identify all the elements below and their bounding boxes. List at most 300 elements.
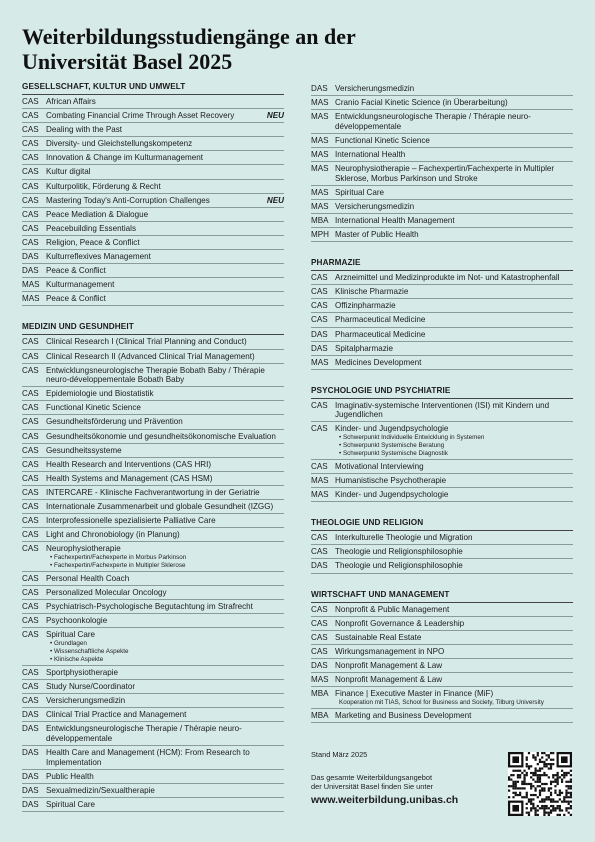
degree-type: CAS (22, 139, 39, 149)
program-name (46, 488, 284, 498)
degree-type: DAS (22, 266, 39, 276)
program-name (46, 474, 284, 484)
degree-type: CAS (311, 632, 328, 642)
program-title: Peace & Conflict (46, 294, 106, 304)
degree-type: MAS (311, 149, 329, 159)
footer-line-2: der Universität Basel finden Sie unter (311, 782, 434, 791)
program-name (335, 547, 573, 557)
degree-type: CAS (22, 487, 39, 497)
list-item[interactable] (311, 474, 573, 488)
program-name (46, 786, 284, 796)
list-item[interactable] (22, 784, 284, 798)
program-name (46, 668, 284, 678)
right-column (311, 82, 573, 739)
section-heading: PSYCHOLOGIE UND PSYCHIATRIE (311, 386, 573, 399)
program-name (46, 696, 284, 706)
program-title: INTERCARE - Klinische Fachverantwortung in der Geriatrie (46, 487, 260, 497)
program-name (46, 210, 284, 220)
degree-type: MAS (22, 280, 40, 290)
program-subitem: • Grundlagen (50, 639, 87, 647)
list-item[interactable] (311, 545, 573, 559)
program-name (46, 389, 284, 399)
degree-type: MAS (22, 294, 40, 304)
list-item[interactable] (22, 95, 284, 109)
degree-type: DAS (22, 771, 39, 781)
degree-type: CAS (22, 431, 39, 441)
degree-type: CAS (311, 618, 328, 628)
list-item[interactable] (22, 292, 284, 306)
degree-type: CAS (22, 502, 39, 512)
program-title: Versicherungsmedizin (46, 696, 126, 706)
program-title: Epidemiologie und Biostatistik (46, 389, 154, 399)
section-heading: MEDIZIN UND GESUNDHEIT (22, 322, 284, 335)
section (311, 386, 573, 502)
program-title: Kulturpolitik, Förderung & Recht (46, 181, 161, 191)
program-name (335, 424, 573, 457)
list-item[interactable] (22, 586, 284, 600)
program-title: Sexualmedizin/Sexualtherapie (46, 785, 155, 795)
program-title: Combating Financial Crime Through Asset Recovery (46, 111, 235, 121)
degree-type: CAS (22, 630, 39, 640)
list-item[interactable] (22, 364, 284, 388)
list-item[interactable] (22, 180, 284, 194)
program-name (335, 661, 573, 671)
program-subitem: • Fachexpertin/Fachexperte in Morbus Parkinson (50, 553, 187, 561)
program-title: Dealing with the Past (46, 125, 123, 135)
program-title: Theologie und Religionsphilosophie (335, 561, 463, 571)
program-title: Mastering Today's Anti-Corruption Challenges (46, 195, 210, 205)
program-title: Kinder- und Jugendpsychologie (335, 424, 449, 434)
degree-type: CAS (22, 667, 39, 677)
list-item[interactable] (311, 96, 573, 110)
program-subitem: • Fachexpertin/Fachexperte in Multipler Sklerose (50, 561, 186, 569)
degree-type: CAS (311, 604, 328, 614)
program-name (46, 446, 284, 456)
program-title: Entwicklungsneurologische Therapie / Thérapie neuro-développementale (46, 724, 242, 743)
program-name (46, 502, 284, 512)
degree-type: CAS (311, 301, 328, 311)
program-name (46, 530, 284, 540)
degree-type: CAS (22, 574, 39, 583)
section (311, 518, 573, 573)
program-name (46, 616, 284, 626)
degree-type: CAS (22, 389, 39, 399)
degree-type: DAS (22, 710, 39, 720)
degree-type: DAS (311, 343, 328, 353)
program-name (335, 301, 573, 311)
program-name (335, 216, 573, 226)
program-title: Study Nurse/Coordinator (46, 681, 136, 691)
list-item[interactable] (311, 687, 573, 709)
list-item[interactable] (311, 617, 573, 631)
list-item[interactable] (22, 694, 284, 708)
program-name (46, 366, 284, 385)
program-title: Spitalpharmazie (335, 343, 394, 353)
program-name (335, 633, 573, 643)
list-item[interactable] (22, 572, 284, 586)
program-title: Neurophysiotherapie (46, 544, 121, 554)
program-name (46, 252, 284, 262)
list-item[interactable] (311, 148, 573, 162)
program-name (46, 800, 284, 810)
degree-type: CAS (22, 125, 39, 135)
list-item[interactable] (311, 356, 573, 370)
program-title: Pharmaceutical Medicine (335, 329, 426, 339)
program-name (335, 533, 573, 543)
degree-type: DAS (311, 660, 328, 670)
degree-type: CAS (311, 287, 328, 297)
program-title: Health Research and Interventions (CAS HRI) (46, 459, 212, 469)
list-item[interactable] (311, 228, 573, 242)
list-item[interactable] (22, 722, 284, 746)
list-item[interactable] (311, 460, 573, 474)
new-badge: NEU (266, 111, 284, 121)
program-title: Personalized Molecular Oncology (46, 588, 167, 598)
program-name (335, 150, 573, 160)
degree-type: CAS (22, 616, 39, 626)
program-title: Nonprofit Management & Law (335, 674, 443, 684)
program-name (46, 516, 284, 526)
program-name (335, 476, 573, 486)
degree-type: CAS (22, 516, 39, 526)
program-name (46, 280, 284, 290)
program-title: Wirkungsmanagement in NPO (335, 646, 445, 656)
title-line-2: Universität Basel 2025 (22, 49, 233, 74)
footer-info (311, 750, 458, 805)
degree-type: CAS (22, 223, 39, 233)
degree-type: CAS (22, 530, 39, 540)
program-title: Nonprofit Governance & Leadership (335, 618, 465, 628)
list-item[interactable] (311, 200, 573, 214)
list-item[interactable] (311, 603, 573, 617)
degree-type: MAS (311, 98, 329, 108)
degree-type: CAS (22, 181, 39, 191)
program-name (46, 337, 284, 347)
program-title: Imaginativ-systemische Interventionen (ISI) mit Kindern und Jugendlichen (335, 400, 550, 420)
program-title: Interprofessionelle spezialisierte Palliative Care (46, 516, 216, 526)
list-item[interactable] (22, 444, 284, 458)
program-name (335, 711, 573, 721)
program-title: Versicherungsmedizin (335, 84, 415, 93)
section (22, 322, 284, 811)
degree-type: CAS (22, 195, 39, 205)
list-item[interactable] (311, 214, 573, 228)
degree-type: CAS (22, 209, 39, 219)
program-name (46, 196, 261, 206)
program-name (335, 273, 573, 283)
program-name (335, 136, 573, 146)
degree-type: CAS (311, 273, 328, 283)
program-name (46, 417, 284, 427)
program-name (335, 112, 573, 131)
new-badge: NEU (266, 195, 284, 205)
degree-type: MAS (311, 357, 329, 367)
list-item[interactable] (22, 123, 284, 137)
program-name (335, 330, 573, 340)
degree-type: MAS (311, 490, 329, 500)
degree-type: CAS (22, 544, 39, 554)
program-title: Psychiatrisch-Psychologische Begutachtung im Strafrecht (46, 602, 253, 612)
list-item[interactable] (22, 628, 284, 665)
program-name (335, 605, 573, 615)
degree-type: CAS (22, 696, 39, 706)
list-item[interactable] (22, 137, 284, 151)
list-item[interactable] (22, 458, 284, 472)
program-subitem: • Klinische Aspekte (50, 655, 104, 663)
program-title: Arzneimittel und Medizinprodukte im Not- und Katastrophenfall (335, 273, 560, 283)
program-name (335, 401, 573, 420)
program-title: International Health (335, 149, 406, 159)
program-name (46, 139, 284, 149)
list-item[interactable] (22, 350, 284, 364)
website-link[interactable]: www.weiterbildung.unibas.ch (311, 793, 459, 806)
list-item[interactable] (311, 488, 573, 502)
program-name (335, 689, 573, 706)
degree-type: MAS (311, 674, 329, 684)
list-item[interactable] (311, 162, 573, 186)
program-title: Humanistische Psychotherapie (335, 476, 447, 486)
program-title: Kulturmanagement (46, 280, 115, 290)
list-item[interactable] (22, 680, 284, 694)
list-item[interactable] (311, 673, 573, 687)
list-item[interactable] (22, 614, 284, 628)
program-title: Master of Public Health (335, 230, 419, 240)
title-line-1: Weiterbildungsstudiengänge an der (22, 24, 356, 49)
program-name (46, 460, 284, 470)
program-title: Nonprofit Management & Law (335, 660, 443, 670)
program-title: Spiritual Care (46, 630, 96, 640)
list-item[interactable] (22, 600, 284, 614)
program-name (46, 432, 284, 442)
program-title: Peacebuilding Essentials (46, 223, 136, 233)
degree-type: MAS (311, 201, 329, 211)
program-name (46, 153, 284, 163)
program-subitem: • Schwerpunkt Systemische Beratung (339, 441, 445, 449)
list-item[interactable] (22, 387, 284, 401)
degree-type: MBA (311, 215, 329, 225)
stand-date: Stand März 2025 (311, 750, 368, 759)
program-title: Psychoonkologie (46, 616, 108, 626)
list-item[interactable] (22, 335, 284, 349)
program-name (46, 630, 284, 663)
section-heading: WIRTSCHAFT UND MANAGEMENT (311, 590, 573, 603)
program-title: Religion, Peace & Conflict (46, 237, 140, 247)
list-item[interactable] (22, 472, 284, 486)
program-name (335, 287, 573, 297)
degree-type: CAS (22, 167, 39, 177)
program-name (46, 710, 284, 720)
program-name (46, 403, 284, 413)
degree-type: CAS (311, 461, 328, 471)
list-item[interactable] (311, 531, 573, 545)
degree-type: MBA (311, 689, 329, 699)
list-item[interactable] (22, 250, 284, 264)
program-title: Functional Kinetic Science (46, 403, 141, 413)
program-title: Gesundheitsförderung und Prävention (46, 417, 183, 427)
degree-type: CAS (22, 417, 39, 427)
list-item[interactable] (22, 401, 284, 415)
list-item[interactable] (311, 659, 573, 673)
program-name (46, 125, 284, 135)
section (311, 258, 573, 370)
program-title: Clinical Research II (Advanced Clinical Trial Management) (46, 351, 255, 361)
degree-type: MAS (311, 187, 329, 197)
degree-type: DAS (22, 799, 39, 809)
program-name (335, 675, 573, 685)
list-item[interactable] (22, 708, 284, 722)
degree-type: CAS (22, 403, 39, 413)
program-title: Innovation & Change im Kulturmanagement (46, 153, 204, 163)
list-item[interactable] (311, 631, 573, 645)
list-item[interactable] (311, 342, 573, 356)
program-title: Medicines Development (335, 357, 422, 367)
program-title: Personal Health Coach (46, 574, 130, 583)
degree-type: DAS (22, 724, 39, 734)
program-name (335, 188, 573, 198)
list-item[interactable] (22, 222, 284, 236)
program-name (46, 772, 284, 782)
program-name (335, 230, 573, 240)
section-heading: THEOLOGIE UND RELIGION (311, 518, 573, 531)
list-item[interactable] (22, 278, 284, 292)
list-item[interactable] (311, 422, 573, 459)
list-item[interactable] (22, 264, 284, 278)
degree-type: MPH (311, 230, 329, 240)
program-subitem: • Wissenschaftliche Aspekte (50, 647, 129, 655)
degree-type: DAS (311, 561, 328, 571)
list-item[interactable] (22, 151, 284, 165)
list-item[interactable] (22, 514, 284, 528)
program-title: Neurophysiotherapie – Fachexpertin/Fachexperte in Multipler Sklerose, Morbus Parkinson und Stroke (335, 164, 555, 183)
list-item[interactable] (22, 542, 284, 572)
program-title: Marketing and Business Development (335, 710, 472, 720)
degree-type: CAS (22, 365, 39, 375)
list-item[interactable] (311, 645, 573, 659)
program-name (335, 315, 573, 325)
degree-type: DAS (311, 329, 328, 339)
list-item[interactable] (22, 486, 284, 500)
program-title: Gesundheitsökonomie und gesundheitsökonomische Evaluation (46, 431, 276, 441)
list-item[interactable] (311, 134, 573, 148)
program-title: Clinical Trial Practice and Management (46, 710, 187, 720)
degree-type: CAS (22, 445, 39, 455)
program-title: Peace Mediation & Dialogue (46, 209, 149, 219)
degree-type: DAS (22, 252, 39, 262)
list-item[interactable] (311, 110, 573, 134)
list-item[interactable] (22, 666, 284, 680)
program-title: Health Systems and Management (CAS HSM) (46, 473, 213, 483)
program-name (46, 748, 284, 767)
list-item[interactable] (311, 313, 573, 327)
program-title: Nonprofit & Public Management (335, 604, 450, 614)
degree-type: CAS (22, 602, 39, 612)
program-subitem: Kooperation mit TIAS, School for Business and Society, Tilburg University (339, 698, 544, 706)
list-item[interactable] (311, 271, 573, 285)
program-title: Public Health (46, 771, 94, 781)
list-item[interactable] (311, 82, 573, 96)
list-item[interactable] (22, 746, 284, 770)
list-item[interactable] (311, 285, 573, 299)
program-title: Kultur digital (46, 167, 91, 177)
program-name (46, 224, 284, 234)
list-item[interactable] (22, 430, 284, 444)
program-name (335, 202, 573, 212)
program-name (335, 84, 573, 94)
program-name (46, 588, 284, 598)
list-item[interactable] (311, 186, 573, 200)
footer-line-1: Das gesamte Weiterbildungsangebot (311, 772, 433, 782)
list-item[interactable] (311, 399, 573, 423)
degree-type: DAS (22, 747, 39, 757)
program-title: Finance | Executive Master in Finance (MiF) (335, 689, 494, 699)
page-title (22, 24, 356, 74)
list-item[interactable] (22, 194, 284, 208)
program-name (46, 167, 284, 177)
program-title: Gesundheitssysteme (46, 445, 122, 455)
program-subitem: • Schwerpunkt Systemische Diagnostik (339, 449, 448, 457)
program-title: Light and Chronobiology (in Planung) (46, 530, 180, 540)
program-name (46, 97, 284, 107)
program-title: Health Care and Management (HCM): From Research to Implementation (46, 747, 250, 767)
program-title: Spiritual Care (335, 187, 385, 197)
degree-type: MAS (311, 164, 329, 174)
program-name (46, 238, 284, 248)
degree-type: CAS (311, 533, 328, 543)
program-title: Motivational Interviewing (335, 461, 424, 471)
list-item[interactable] (311, 328, 573, 342)
list-item[interactable] (311, 709, 573, 723)
program-name (46, 682, 284, 692)
program-name (46, 182, 284, 192)
list-item[interactable] (22, 528, 284, 542)
program-name (46, 724, 284, 743)
list-item[interactable] (22, 165, 284, 179)
program-title: Offizinpharmazie (335, 301, 396, 311)
degree-type: MBA (311, 710, 329, 720)
program-name (46, 294, 284, 304)
list-item[interactable] (22, 798, 284, 812)
list-item[interactable] (22, 770, 284, 784)
program-title: Clinical Research I (Clinical Trial Planning and Conduct) (46, 337, 247, 347)
list-item[interactable] (22, 109, 284, 123)
section-heading: PHARMAZIE (311, 258, 573, 271)
list-item[interactable] (22, 500, 284, 514)
left-column (22, 82, 284, 828)
list-item[interactable] (311, 299, 573, 313)
program-name (335, 98, 573, 108)
list-item[interactable] (22, 208, 284, 222)
list-item[interactable] (22, 415, 284, 429)
program-title: Kinder- und Jugendpsychologie (335, 490, 449, 500)
program-title: Sportphysiotherapie (46, 667, 118, 677)
degree-type: CAS (22, 111, 39, 121)
list-item[interactable] (311, 559, 573, 573)
qr-code-icon[interactable] (508, 752, 572, 816)
degree-type: CAS (311, 547, 328, 557)
program-name (46, 602, 284, 612)
list-item[interactable] (22, 236, 284, 250)
program-title: Cranio Facial Kinetic Science (in Überarbeitung) (335, 98, 508, 108)
program-title: Entwicklungsneurologische Therapie / Thérapie neuro-développementale (335, 112, 531, 131)
degree-type: CAS (22, 351, 39, 361)
program-title: Versicherungsmedizin (335, 201, 415, 211)
degree-type: CAS (22, 588, 39, 598)
program-title: Spiritual Care (46, 799, 96, 809)
degree-type: CAS (22, 473, 39, 483)
program-title: Interkulturelle Theologie und Migration (335, 533, 473, 543)
program-name (46, 574, 284, 584)
program-title: Diversity- und Gleichstellungskompetenz (46, 139, 193, 149)
